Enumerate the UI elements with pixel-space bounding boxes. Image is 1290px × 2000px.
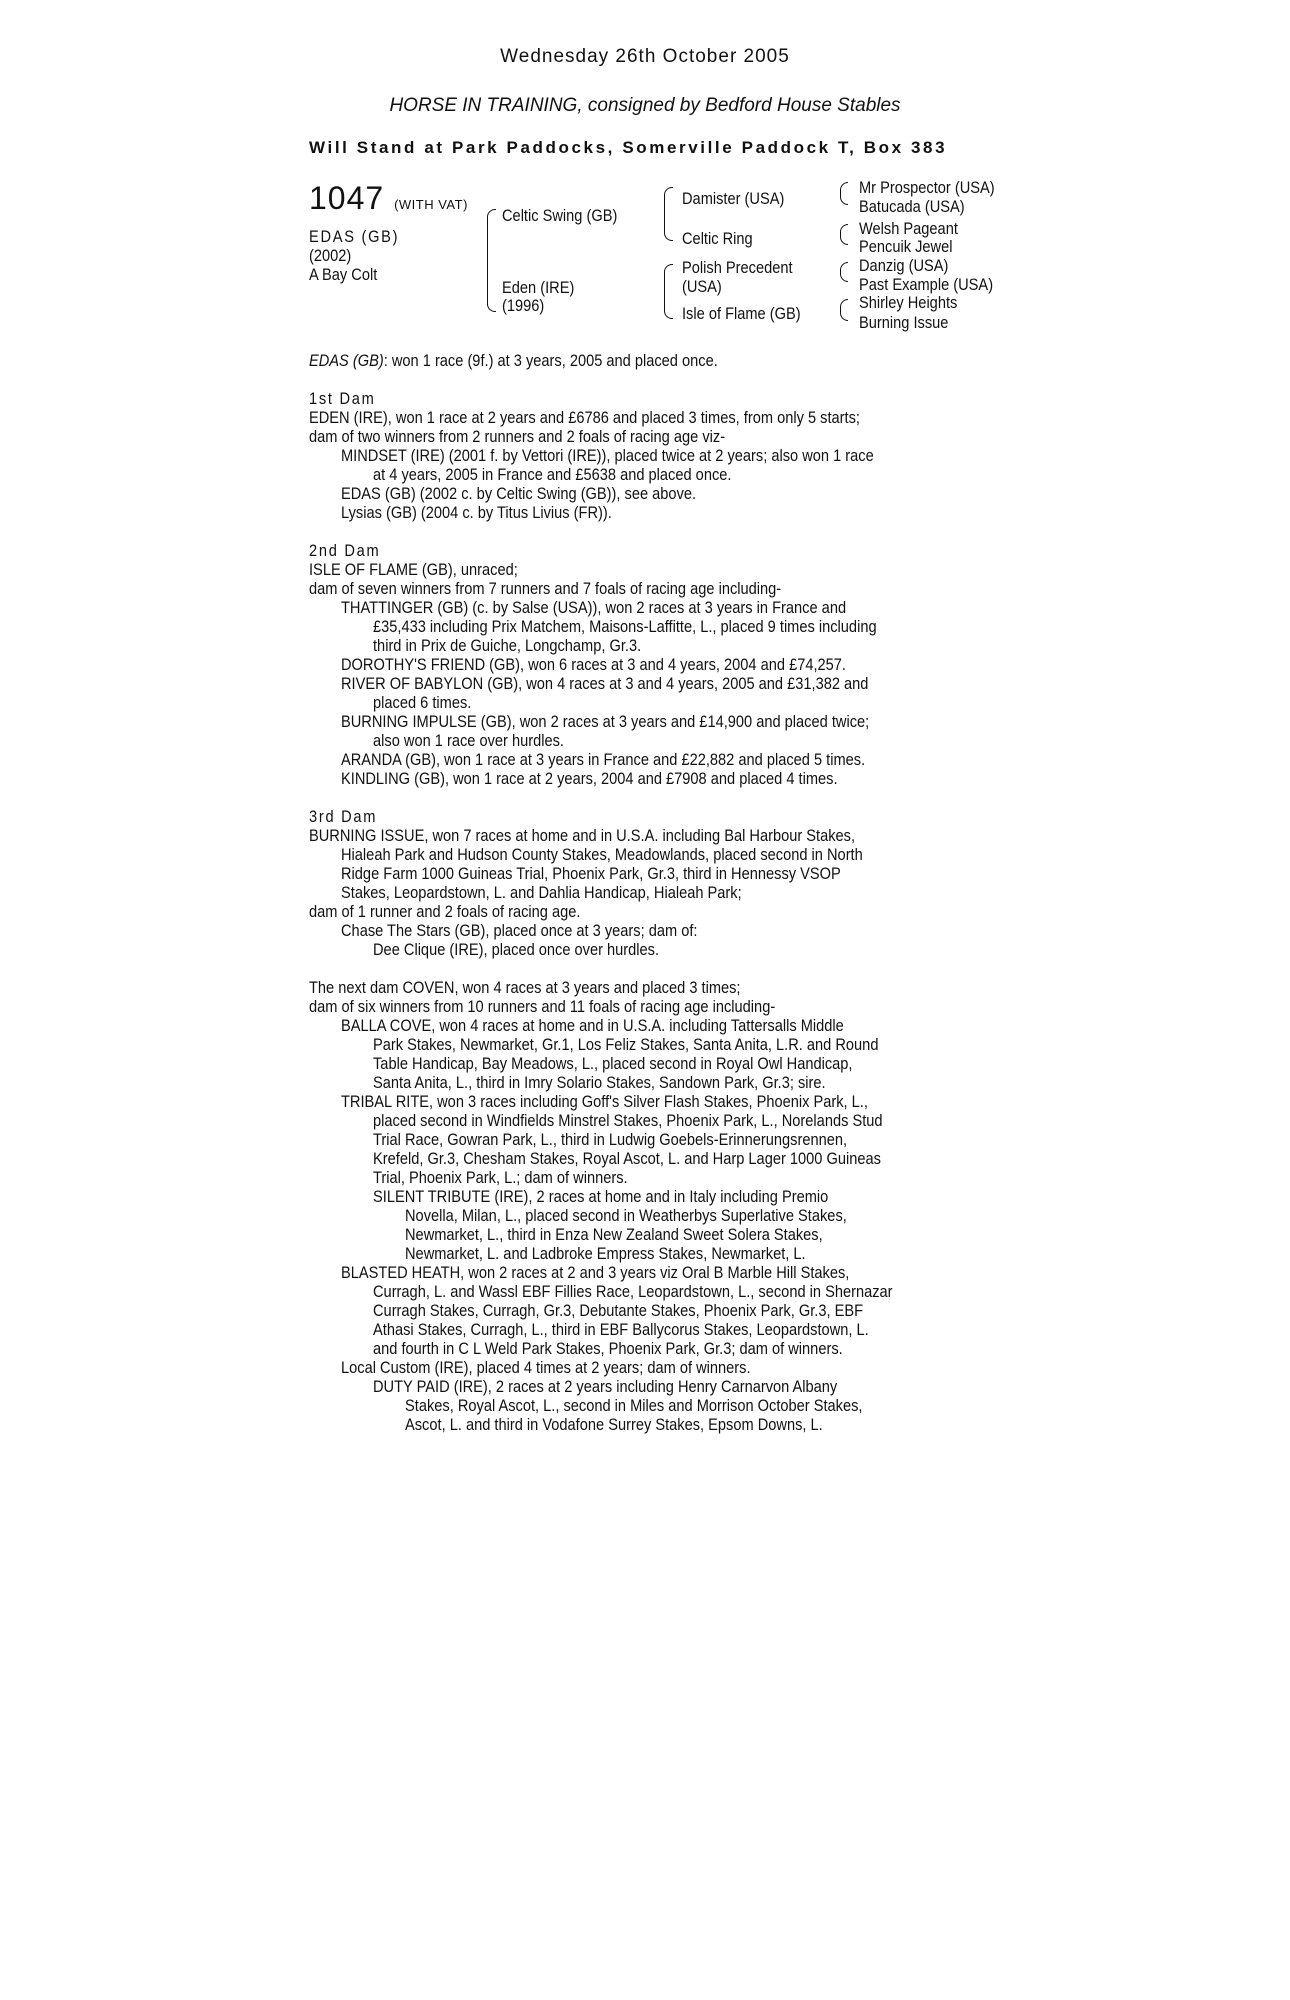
dam-line: ISLE OF FLAME (GB), unraced; (309, 560, 518, 579)
progeny-line: Curragh Stakes, Curragh, Gr.3, Debutante Stakes, Phoenix Park, Gr.3, EBF (373, 1301, 864, 1320)
progeny-line: Trial Race, Gowran Park, L., third in Ludwig Goebels-Erinnerungsrennen, (373, 1130, 848, 1149)
pedigree-gen3-5: Danzig (USA) (859, 256, 949, 275)
dam-line: Stakes, Leopardstown, L. and Dahlia Handicap, Hialeah Park; (341, 883, 742, 902)
section-heading: 3rd Dam (309, 807, 378, 826)
horse-description: A Bay Colt (309, 265, 378, 284)
progeny-line: MINDSET (IRE) (2001 f. by Vettori (IRE)), placed twice at 2 years; also won 1 race (341, 446, 874, 465)
progeny-line: Dee Clique (IRE), placed once over hurdles. (373, 940, 660, 959)
pedigree-dam: Eden (IRE) (502, 278, 575, 297)
progeny-line: and fourth in C L Weld Park Stakes, Phoenix Park, Gr.3; dam of winners. (373, 1339, 843, 1358)
pedigree-brace (840, 234, 848, 245)
progeny-line: THATTINGER (GB) (c. by Salse (USA)), won 2 races at 3 years in France and (341, 598, 847, 617)
pedigree-sire: Celtic Swing (GB) (502, 206, 618, 225)
progeny-line: BALLA COVE, won 4 races at home and in U.S.A. including Tattersalls Middle (341, 1016, 844, 1035)
progeny-line: RIVER OF BABYLON (GB), won 4 races at 3 and 4 years, 2005 and £31,382 and (341, 674, 869, 693)
progeny-line: Curragh, L. and Wassl EBF Fillies Race, Leopardstown, L., second in Shernazar (373, 1282, 893, 1301)
pedigree-brace (840, 310, 848, 321)
progeny-line: Santa Anita, L., third in Imry Solario Stakes, Sandown Park, Gr.3; sire. (373, 1073, 826, 1092)
pedigree-gen2-4: Isle of Flame (GB) (682, 304, 801, 323)
pedigree-brace (664, 187, 673, 212)
progeny-line: also won 1 race over hurdles. (373, 731, 564, 750)
pedigree-gen3-1: Mr Prospector (USA) (859, 178, 995, 197)
progeny-line: Lysias (GB) (2004 c. by Titus Livius (FR)). (341, 503, 612, 522)
horse-name: EDAS (GB) (309, 227, 400, 246)
progeny-line: Athasi Stakes, Curragh, L., third in EBF Ballycorus Stakes, Leopardstown, L. (373, 1320, 869, 1339)
lot-number-value: 1047 (309, 180, 385, 216)
progeny-line: ARANDA (GB), won 1 race at 3 years in France and £22,882 and placed 5 times. (341, 750, 866, 769)
progeny-line: Krefeld, Gr.3, Chesham Stakes, Royal Ascot, L. and Harp Lager 1000 Guineas (373, 1149, 881, 1168)
pedigree-gen2-3: Polish Precedent (682, 258, 793, 277)
progeny-line: third in Prix de Guiche, Longchamp, Gr.3. (373, 636, 642, 655)
pedigree-gen2-2: Celtic Ring (682, 229, 753, 248)
pedigree-gen2-1: Damister (USA) (682, 189, 785, 208)
dam-line: dam of two winners from 2 runners and 2 foals of racing age viz- (309, 427, 726, 446)
summary-horse: EDAS (GB) (309, 351, 384, 370)
pedigree-brace (840, 193, 848, 205)
progeny-line: Stakes, Royal Ascot, L., second in Miles and Morrison October Stakes, (405, 1396, 863, 1415)
dam-line: BURNING ISSUE, won 7 races at home and in U.S.A. including Bal Harbour Stakes, (309, 826, 856, 845)
dam-line: dam of six winners from 10 runners and 11 foals of racing age including- (309, 997, 776, 1016)
dam-line: dam of 1 runner and 2 foals of racing age. (309, 902, 581, 921)
pedigree-gen2-3b: (USA) (682, 277, 722, 296)
section-heading: 1st Dam (309, 389, 376, 408)
dam-line: Hialeah Park and Hudson County Stakes, Meadowlands, placed second in North (341, 845, 863, 864)
pedigree-brace (487, 209, 496, 261)
progeny-line: SILENT TRIBUTE (IRE), 2 races at home and in Italy including Premio (373, 1187, 829, 1206)
dam-line: The next dam COVEN, won 4 races at 3 years and placed 3 times; (309, 978, 741, 997)
dam-line: EDEN (IRE), won 1 race at 2 years and £6786 and placed 3 times, from only 5 starts; (309, 408, 860, 427)
pedigree-brace (664, 292, 673, 319)
progeny-line: DOROTHY'S FRIEND (GB), won 6 races at 3 and 4 years, 2004 and £74,257. (341, 655, 846, 674)
pedigree-gen3-6: Past Example (USA) (859, 275, 994, 294)
progeny-line: BURNING IMPULSE (GB), won 2 races at 3 years and £14,900 and placed twice; (341, 712, 870, 731)
sale-date: Wednesday 26th October 2005 (500, 46, 790, 67)
progeny-line: EDAS (GB) (2002 c. by Celtic Swing (GB)), see above. (341, 484, 697, 503)
progeny-line: at 4 years, 2005 in France and £5638 and placed once. (373, 465, 732, 484)
lot-number (309, 180, 468, 217)
progeny-line: Trial, Phoenix Park, L.; dam of winners. (373, 1168, 628, 1187)
progeny-line: Table Handicap, Bay Meadows, L., placed second in Royal Owl Handicap, (373, 1054, 853, 1073)
pedigree-gen3-7: Shirley Heights (859, 293, 958, 312)
section-heading: 2nd Dam (309, 541, 381, 560)
pedigree-gen3-3: Welsh Pageant (859, 219, 958, 238)
dam-line: Ridge Farm 1000 Guineas Trial, Phoenix Park, Gr.3, third in Hennessy VSOP (341, 864, 841, 883)
progeny-line: Chase The Stars (GB), placed once at 3 years; dam of: (341, 921, 698, 940)
progeny-line: Novella, Milan, L., placed second in Weatherbys Superlative Stakes, (405, 1206, 847, 1225)
pedigree-brace (840, 271, 848, 282)
vat-note: (WITH VAT) (394, 197, 468, 212)
dam-line: dam of seven winners from 7 runners and 7 foals of racing age including- (309, 579, 782, 598)
progeny-line: Local Custom (IRE), placed 4 times at 2 years; dam of winners. (341, 1358, 751, 1377)
progeny-line: Park Stakes, Newmarket, Gr.1, Los Feliz Stakes, Santa Anita, L.R. and Round (373, 1035, 879, 1054)
progeny-line: Newmarket, L. and Ladbroke Empress Stakes, Newmarket, L. (405, 1244, 806, 1263)
progeny-line: placed second in Windfields Minstrel Stakes, Phoenix Park, L., Norelands Stud (373, 1111, 883, 1130)
pedigree-brace (664, 264, 673, 293)
pedigree-brace (487, 260, 496, 312)
progeny-line: Ascot, L. and third in Vodafone Surrey Stakes, Epsom Downs, L. (405, 1415, 823, 1434)
stand-location: Will Stand at Park Paddocks, Somerville Paddock T, Box 383 (309, 138, 948, 157)
pedigree-dam-year: (1996) (502, 296, 545, 315)
pedigree-gen3-2: Batucada (USA) (859, 197, 965, 216)
race-summary (309, 351, 718, 370)
summary-text: : won 1 race (9f.) at 3 years, 2005 and placed once. (383, 351, 718, 370)
progeny-line: BLASTED HEATH, won 2 races at 2 and 3 years viz Oral B Marble Hill Stakes, (341, 1263, 850, 1282)
progeny-line: £35,433 including Prix Matchem, Maisons-Laffitte, L., placed 9 times including (373, 617, 877, 636)
progeny-line: Newmarket, L., third in Enza New Zealand Sweet Solera Stakes, (405, 1225, 823, 1244)
pedigree-gen3-8: Burning Issue (859, 313, 949, 332)
progeny-line: TRIBAL RITE, won 3 races including Goff's Silver Flash Stakes, Phoenix Park, L., (341, 1092, 868, 1111)
pedigree-gen3-4: Pencuik Jewel (859, 237, 953, 256)
horse-year: (2002) (309, 246, 352, 265)
progeny-line: KINDLING (GB), won 1 race at 2 years, 2004 and £7908 and placed 4 times. (341, 769, 838, 788)
pedigree-brace (664, 211, 673, 241)
consignment-line: HORSE IN TRAINING, consigned by Bedford House Stables (389, 95, 901, 116)
progeny-line: DUTY PAID (IRE), 2 races at 2 years including Henry Carnarvon Albany (373, 1377, 838, 1396)
progeny-line: placed 6 times. (373, 693, 472, 712)
